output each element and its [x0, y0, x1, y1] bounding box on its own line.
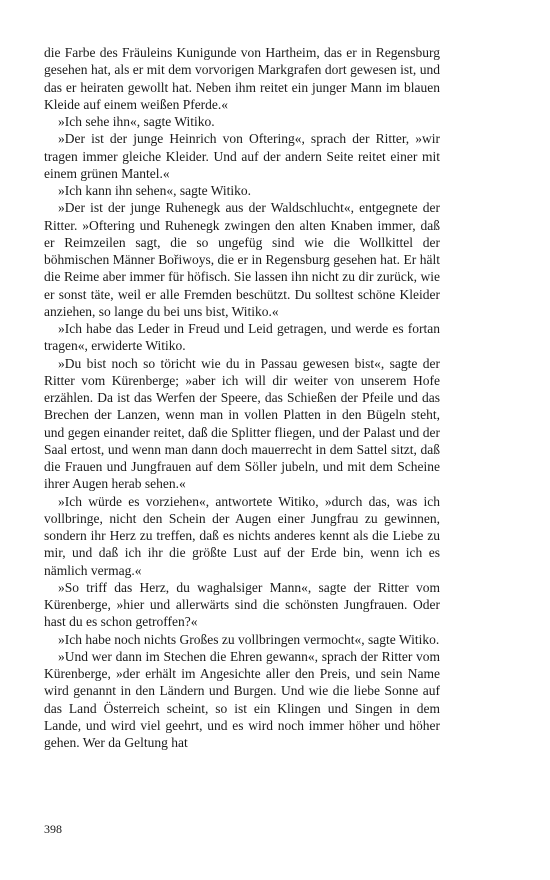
paragraph: »Der ist der junge Heinrich von Oftering«, sprach der Ritter, »wir tragen immer gleiche Kleider. Und auf der andern Seite reitet einer mit einem grünen Mantel.«: [44, 131, 440, 181]
paragraph: die Farbe des Fräuleins Kunigunde von Hartheim, das er in Regensburg gesehen hat, als er mit dem vorvorigen Markgrafen dort gewesen ist, und das er heiraten gewollt hat. Neben ihm reitet ein junger Mann im blauen Kleide auf einem weißen Pferde.«: [44, 45, 440, 112]
paragraph: »Ich würde es vorziehen«, antwortete Witiko, »durch das, was ich vollbringe, nicht den Schein der Augen einer Jungfrau zu gewinnen, sondern ihr Herz zu treffen, daß es nichts anderes kennt als die Liebe zu mir, und daß ich ihr die größte Lust auf der Erde bin, wenn ich es nämlich vermag.«: [44, 493, 440, 578]
body-text: [44, 44, 440, 751]
paragraph: »So triff das Herz, du waghalsiger Mann«, sagte der Ritter vom Kürenberge, »hier und allerwärts sind die schönsten Jungfrauen. Oder hast du es schon getroffen?«: [44, 579, 440, 630]
paragraph: »Der ist der junge Ruhenegk aus der Waldschlucht«, entgegnete der Ritter. »Oftering und Ruhenegk zwingen den alten Knaben immer, daß er Reimzeilen sagt, die so ungefüg sind wie die Wollkittel der böhmischen Männer Bořiwoys, die er in Regensburg gesehen hat. Er hält die Reime aber immer für höfisch. Sie lassen ihn nicht zu dir zurück, wie er sonst täte, weil er alle Fremden beschützt. Du solltest schöne Kleider anziehen, so lange du bei uns bist, Witiko.«: [44, 200, 440, 319]
paragraph: »Und wer dann im Stechen die Ehren gewann«, sprach der Ritter vom Kürenberge, »der erhält im Angesichte aller den Preis, und sein Name wird genannt in den Ländern und Burgen. Und wie die liebe Sonne auf das Land Österreich scheint, so ist ein Klingen und Singen in dem Lande, und wird viel geehrt, und es wird noch immer höher und höher gehen. Wer da Geltung hat: [44, 648, 440, 750]
paragraph: »Ich habe das Leder in Freud und Leid getragen, und werde es fortan tragen«, erwiderte Witiko.: [44, 321, 440, 354]
paragraph: »Ich habe noch nichts Großes zu vollbringen vermocht«, sagte Witiko.: [58, 631, 440, 647]
paragraph: »Ich kann ihn sehen«, sagte Witiko.: [58, 183, 252, 198]
paragraph: »Ich sehe ihn«, sagte Witiko.: [58, 114, 215, 129]
paragraph: »Du bist noch so töricht wie du in Passau gewesen bist«, sagte der Ritter vom Kürenberge; »aber ich will dir weiter von unserem Hofe erzählen. Da ist das Werfen der Speere, das Schießen der Pfeile und das Brechen der Lanzen, wenn man in vollen Platten in den Bügeln steht, und gegen einander reitet, daß die Splitter fliegen, und der Palast und der Saal ertost, und wenn man dann doch mauerrecht in dem Sattel sitzt, daß die Frauen und Jungfrauen auf dem Söller jubeln, und mit dem Scheine ihrer Augen herab sehen.«: [44, 355, 440, 492]
page-number: 398: [44, 822, 62, 836]
